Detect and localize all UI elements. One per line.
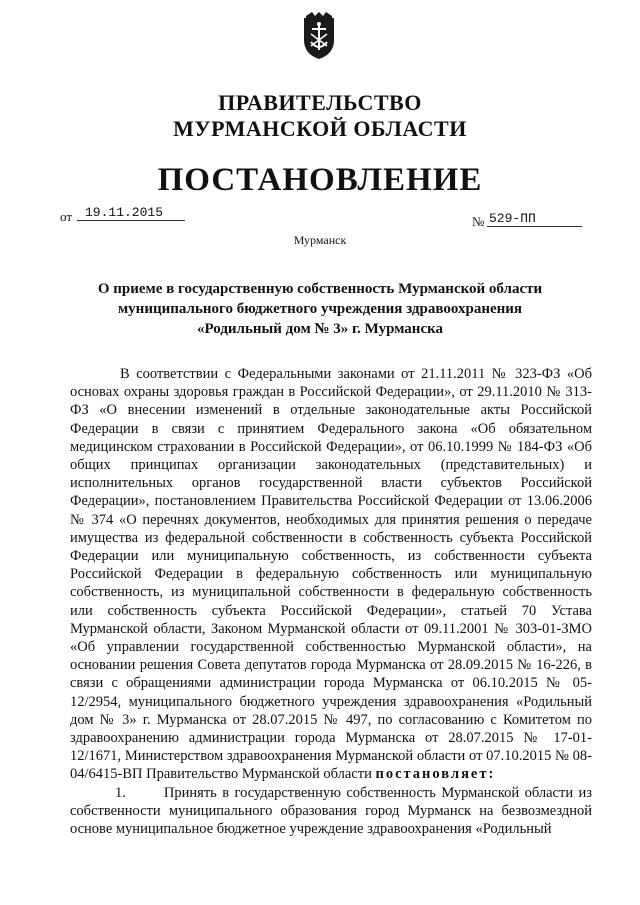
number-prefix: № xyxy=(472,214,485,229)
document-subject xyxy=(60,279,580,339)
city-name: Мурманск xyxy=(293,233,347,247)
organization-name-line2: МУРМАНСКОЙ ОБЛАСТИ xyxy=(173,116,467,141)
decree-word: постановляет: xyxy=(375,766,496,783)
subject-line: «Родильный дом № 3» г. Мурманска xyxy=(196,321,444,337)
document-type-title: ПОСТАНОВЛЕНИЕ xyxy=(157,162,483,198)
subject-line: муниципального бюджетного учреждения здравоохранения xyxy=(117,301,523,317)
document-body xyxy=(70,365,592,838)
murmansk-coat-of-arms-icon xyxy=(302,12,336,60)
decree-item-1 xyxy=(70,784,592,839)
item-number: 1. xyxy=(115,784,126,801)
subject-line: О приеме в государственную собственность Мурманской области xyxy=(97,281,543,297)
date-prefix: от xyxy=(60,209,73,224)
organization-name-line1: ПРАВИТЕЛЬСТВО xyxy=(218,90,422,115)
preamble-paragraph xyxy=(70,365,592,784)
document-date: 19.11.2015 xyxy=(77,205,185,221)
preamble-text: В соответствии с Федеральными законами от 21.11.2011 № 323-ФЗ «Об основах охраны здоровья граждан в Российской Федерации», от 29.11.2010 № 313-ФЗ «О внесении изменений в отдельные законодательные акты Российской Федерации в связи с принятием Федерального закона «Об обязательном медицинском страховании в Российской Федерации», от 06.10.1999 № 184-ФЗ «Об общих принципах организации законодательных (представительных) и исполнительных органов государственной власти субъектов Российской Федерации», постановлением Правительства Российской Федерации от 13.06.2006 № 374 «О перечнях документов, необходимых для принятия решения о передаче имущества из федеральной собственности в собственность субъекта Российской Федерации или муниципальную собственность, из собственности субъекта Российской Федерации в федеральную собственность или муниципальную собственность, из муниципальной собственности в федеральную собственность или собственность субъекта Российской Федерации», статьей 70 Устава Мурманской области, Законом Мурманской области от 09.11.2001 № 303-01-ЗМО «Об управлении государственной собственностью Мурманской области», на основании решения Совета депутатов города Мурманска от 28.09.2015 № 16-226, в связи с обращениями администрации города Мурманска от 06.10.2015 № 05-12/2954, муниципального бюджетного учреждения здравоохранения «Родильный дом № 3» г. Мурманска от 28.07.2015 № 497, по согласованию с Комитетом по здравоохранению администрации города Мурманска от 28.07.2015 № 17-01-12/1671, Министерством здравоохранения Мурманской области от 07.10.2015 № 08-04/6415-ВП Правительство Мурманской области xyxy=(70,366,592,783)
item-text: Принять в государственную собственность Мурманской области из собственности муниципального образования город Мурманск на безвозмездной основе муниципальное бюджетное учреждение здравоохранения «Родильный xyxy=(70,784,592,838)
document-number: 529-ПП xyxy=(487,211,582,227)
